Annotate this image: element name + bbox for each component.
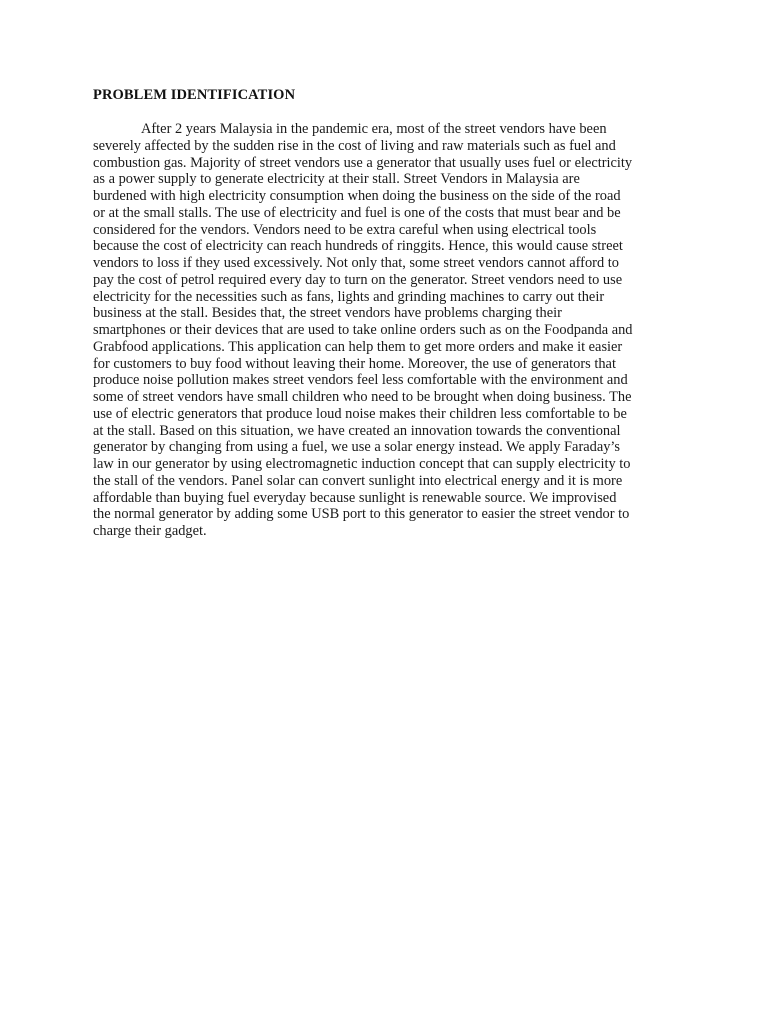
paragraph-line: as a power supply to generate electricity at their stall. Street Vendors in Malaysia are — [93, 171, 580, 188]
paragraph-line: smartphones or their devices that are used to take online orders such as on the Foodpanda and — [93, 322, 633, 338]
paragraph-line: Grabfood applications. This application can help them to get more orders and make it easier — [93, 338, 623, 355]
paragraph-line: for customers to buy food without leaving their home. Moreover, the use of generators that — [93, 355, 616, 372]
body-paragraph — [93, 121, 683, 540]
paragraph-line: because the cost of electricity can reach hundreds of ringgits. Hence, this would cause street — [93, 238, 623, 255]
paragraph-line: considered for the vendors. Vendors need to be extra careful when using electrical tools — [93, 221, 597, 238]
paragraph-line: burdened with high electricity consumption when doing the business on the side of the road — [93, 188, 621, 204]
paragraph-line: some of street vendors have small children who need to be brought when doing business. The — [93, 389, 632, 405]
paragraph-line: charge their gadget. — [93, 523, 207, 539]
paragraph-line: at the stall. Based on this situation, we have created an innovation towards the conventional — [93, 422, 621, 439]
paragraph-line: generator by changing from using a fuel, we use a solar energy instead. We apply Faraday’s — [93, 439, 620, 456]
paragraph-line: combustion gas. Majority of street vendors use a generator that usually uses fuel or electricity — [93, 154, 633, 171]
paragraph-line: severely affected by the sudden rise in the cost of living and raw materials such as fuel and — [93, 137, 616, 154]
paragraph-line: pay the cost of petrol required every day to turn on the generator. Street vendors need to use — [93, 271, 623, 288]
paragraph-line: the stall of the vendors. Panel solar can convert sunlight into electrical energy and it is more — [93, 472, 623, 489]
paragraph-line: affordable than buying fuel everyday because sunlight is renewable source. We improvised — [93, 489, 617, 506]
paragraph-line: business at the stall. Besides that, the street vendors have problems charging their — [93, 305, 562, 322]
paragraph-line: use of electric generators that produce loud noise makes their children less comfortable to be — [93, 405, 627, 422]
paragraph-line: or at the small stalls. The use of electricity and fuel is one of the costs that must bear and be — [93, 204, 621, 221]
paragraph-line: After 2 years Malaysia in the pandemic era, most of the street vendors have been — [141, 121, 607, 137]
paragraph-line: electricity for the necessities such as fans, lights and grinding machines to carry out their — [93, 288, 605, 305]
paragraph-line: law in our generator by using electromagnetic induction concept that can supply electricity to — [93, 456, 631, 472]
paragraph-line: produce noise pollution makes street vendors feel less comfortable with the environment and — [93, 372, 628, 389]
paragraph-line: vendors to loss if they used excessively. Not only that, some street vendors cannot afford to — [93, 255, 619, 271]
paragraph-line: the normal generator by adding some USB port to this generator to easier the street vendor to — [93, 506, 630, 523]
section-heading: PROBLEM IDENTIFICATION — [93, 87, 296, 103]
